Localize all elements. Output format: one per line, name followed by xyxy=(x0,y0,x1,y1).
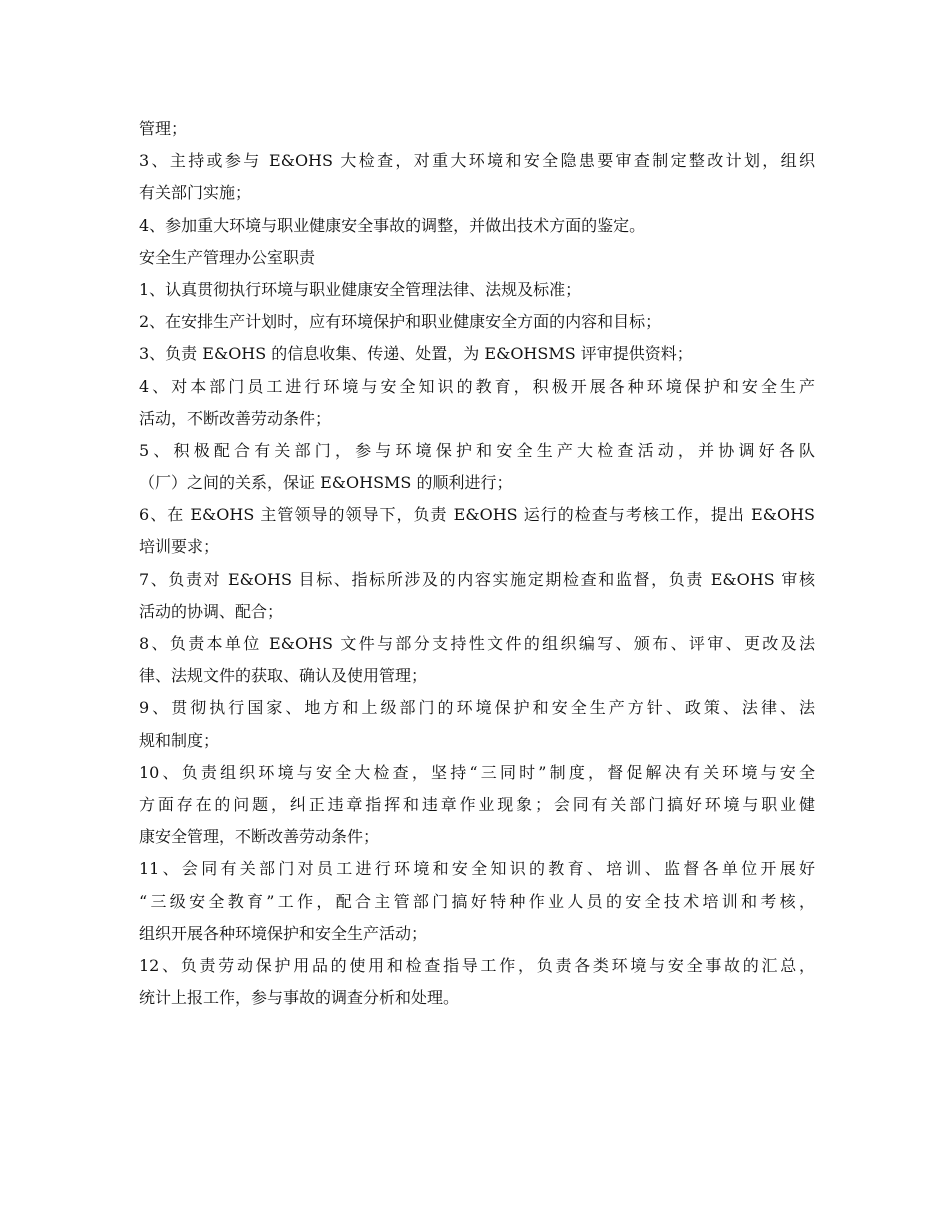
text-line: 方面存在的问题，纠正违章指挥和违章作业现象；会同有关部门搞好环境与职业健 xyxy=(139,794,815,814)
text-line: 康安全管理，不断改善劳动条件； xyxy=(139,827,380,847)
text-line: 10、负责组织环境与安全大检查，坚持“三同时”制度，督促解决有关环境与安全 xyxy=(139,762,815,782)
text-line: 4、对本部门员工进行环境与安全知识的教育，积极开展各种环境保护和安全生产 xyxy=(139,376,815,396)
text-line: 4、参加重大环境与职业健康安全事故的调整，并做出技术方面的鉴定。 xyxy=(139,215,646,235)
text-line: 8、负责本单位 E&OHS 文件与部分支持性文件的组织编写、颁布、评审、更改及法 xyxy=(139,634,815,653)
text-line: 3、负责 E&OHS 的信息收集、传递、处置，为 E&OHSMS 评审提供资料； xyxy=(139,344,693,364)
text-line: 组织开展各种环境保护和安全生产活动； xyxy=(139,923,428,943)
text-line: 律、法规文件的获取、确认及使用管理； xyxy=(139,666,428,686)
text-line: “三级安全教育”工作，配合主管部门搞好特种作业人员的安全技术培训和考核， xyxy=(139,891,815,911)
text-line: 统计上报工作，参与事故的调查分析和处理。 xyxy=(139,988,460,1008)
text-line: 安全生产管理办公室职责 xyxy=(139,247,316,267)
text-line: 3、主持或参与 E&OHS 大检查，对重大环境和安全隐患要审查制定整改计划，组织 xyxy=(139,151,815,171)
text-line: 5、积极配合有关部门，参与环境保护和安全生产大检查活动，并协调好各队 xyxy=(139,440,815,460)
text-line: 11、会同有关部门对员工进行环境和安全知识的教育、培训、监督各单位开展好 xyxy=(139,859,815,879)
text-line: 12、负责劳动保护用品的使用和检查指导工作，负责各类环境与安全事故的汇总， xyxy=(139,955,815,975)
text-line: 管理； xyxy=(139,119,188,138)
text-line: 规和制度； xyxy=(139,730,220,750)
text-line: （厂）之间的关系，保证 E&OHSMS 的顺利进行； xyxy=(139,473,513,493)
text-line: 9、贯彻执行国家、地方和上级部门的环境保护和安全生产方针、政策、法律、法 xyxy=(139,698,815,718)
text-line: 6、在 E&OHS 主管领导的领导下，负责 E&OHS 运行的检查与考核工作，提出 E&OHS xyxy=(139,505,815,525)
text-line: 2、在安排生产计划时，应有环境保护和职业健康安全方面的内容和目标； xyxy=(139,312,662,332)
text-line: 1、认真贯彻执行环境与职业健康安全管理法律、法规及标准； xyxy=(139,279,582,299)
text-line: 有关部门实施； xyxy=(139,183,252,203)
text-line: 培训要求； xyxy=(139,537,220,557)
text-line: 活动，不断改善劳动条件； xyxy=(139,408,332,428)
text-line: 活动的协调、配合； xyxy=(139,601,284,621)
document-body xyxy=(139,113,815,1014)
text-line: 7、负责对 E&OHS 目标、指标所涉及的内容实施定期检查和监督，负责 E&OHS 审核 xyxy=(139,569,815,589)
